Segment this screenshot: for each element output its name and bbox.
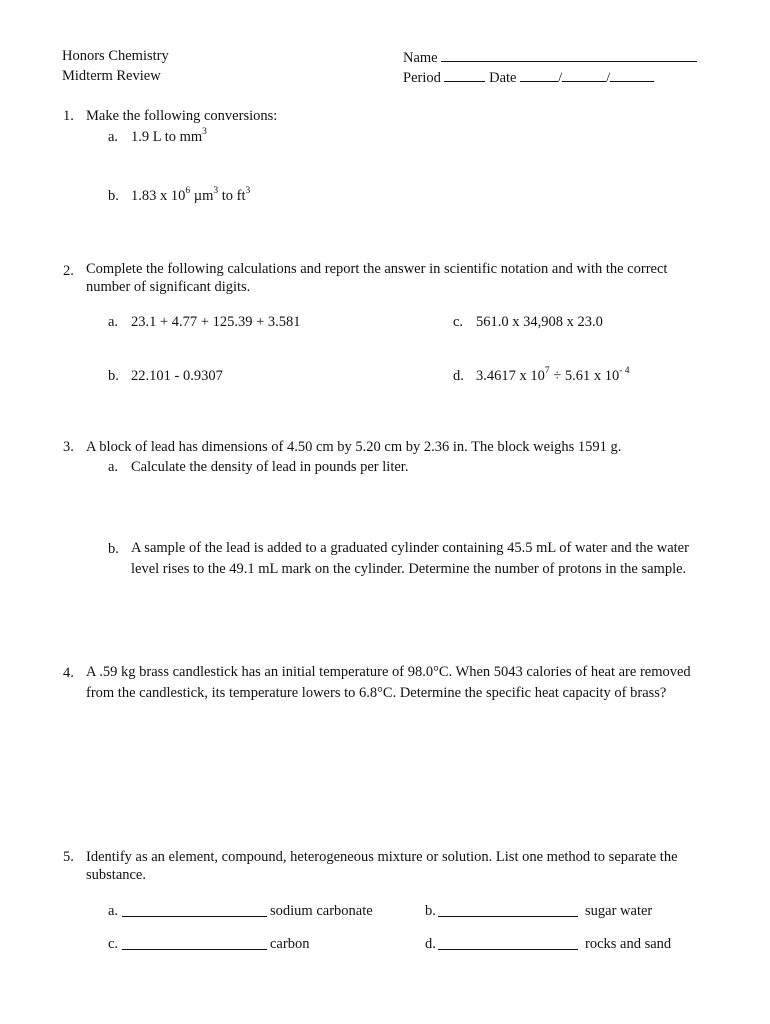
- q3a-prompt: Calculate the density of lead in pounds per liter.: [131, 459, 409, 475]
- item-letter: a.: [108, 314, 119, 330]
- date-year-blank[interactable]: [610, 67, 654, 82]
- q5d-item: rocks and sand: [585, 936, 672, 952]
- q5a-answer-blank[interactable]: [122, 902, 267, 917]
- q1a-prompt: 1.9 L to $mm^3$: [131, 127, 207, 145]
- question-number: 4.: [63, 665, 74, 681]
- q3b-prompt: A sample of the lead is added to a graduated cylinder containing 45.5 mL of water and the water level rises to the 49.1 mL mark on the cylinder. Determine the number of protons in the sample.: [131, 540, 689, 577]
- q2d-prompt: 3.4617 x $10^7 \div 5.61$ x $10^{- 4}$: [476, 366, 630, 384]
- question-number: 3.: [63, 439, 74, 455]
- item-letter: a.: [108, 129, 119, 145]
- item-letter: b.: [425, 903, 436, 919]
- period-blank[interactable]: [444, 67, 485, 82]
- question-text: Make the following conversions:: [86, 108, 278, 124]
- item-letter: c.: [108, 936, 119, 952]
- q2a-prompt: 23.1 + 4.77 + 125.39 + 3.581: [131, 314, 301, 330]
- item-letter: a.: [108, 903, 119, 919]
- item-letter: d.: [453, 368, 464, 384]
- q5c-item: carbon: [270, 936, 310, 952]
- page-title: Midterm Review: [62, 68, 161, 84]
- date-day-blank[interactable]: [562, 67, 606, 82]
- item-letter: c.: [453, 314, 464, 330]
- item-letter: b.: [108, 541, 119, 557]
- question-text: Complete the following calculations and report the answer in scientific notation and with the correct number of significant digits.: [86, 261, 668, 295]
- q5c-answer-blank[interactable]: [122, 935, 267, 950]
- name-blank[interactable]: [441, 47, 697, 62]
- q5b-answer-blank[interactable]: [438, 902, 578, 917]
- period-label: Period: [403, 70, 441, 86]
- item-letter: b.: [108, 368, 119, 384]
- course-name: Honors Chemistry: [62, 48, 169, 64]
- name-label: Name: [403, 50, 438, 66]
- date-label: Date: [489, 70, 517, 86]
- q5b-item: sugar water: [585, 903, 653, 919]
- question-text: A block of lead has dimensions of 4.50 cm by 5.20 cm by 2.36 in. The block weighs 1591 g.: [86, 439, 622, 455]
- item-letter: a.: [108, 459, 119, 475]
- q5d-answer-blank[interactable]: [438, 935, 578, 950]
- question-text: A .59 kg brass candlestick has an initial temperature of 98.0°C. When 5043 calories of heat are removed from the candlestick, its temperature lowers to 6.8°C. Determine the specific heat capacity of brass?: [86, 664, 691, 701]
- q2c-prompt: 561.0 x 34,908 x 23.0: [476, 314, 603, 330]
- question-number: 1.: [63, 108, 74, 124]
- q2b-prompt: 22.101 - 0.9307: [131, 368, 223, 384]
- question-text: Identify as an element, compound, heterogeneous mixture or solution. List one method to separate the substance.: [86, 849, 678, 883]
- question-number: 5.: [63, 849, 74, 865]
- question-number: 2.: [63, 263, 74, 279]
- item-letter: d.: [425, 936, 436, 952]
- date-month-blank[interactable]: [520, 67, 558, 82]
- q5a-item: sodium carbonate: [270, 903, 373, 919]
- item-letter: b.: [108, 188, 119, 204]
- q1b-prompt: 1.83 x $10^6$ µm$^3$ to $ft^3$: [131, 186, 251, 204]
- date-separator: /: [606, 70, 611, 86]
- date-separator: /: [558, 70, 563, 86]
- name-line: [403, 47, 697, 67]
- period-date-line: [403, 67, 654, 87]
